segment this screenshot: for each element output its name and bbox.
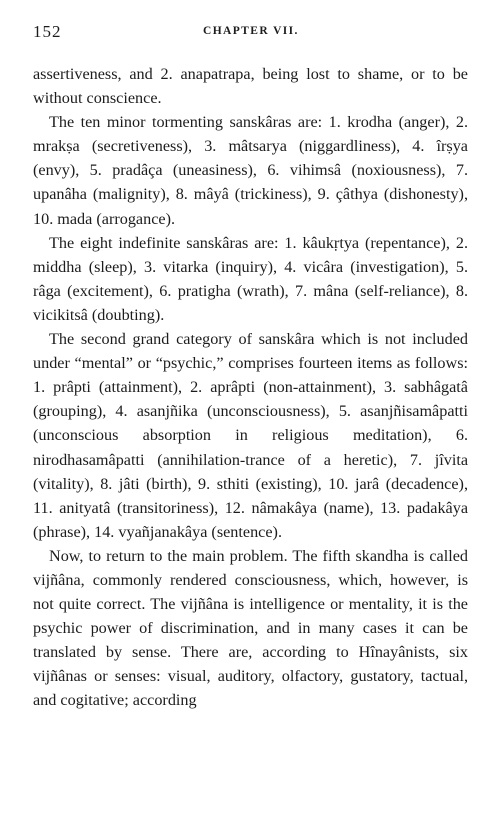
paragraph-fifth-skandha: Now, to return to the main problem. The fifth skandha is called vijñâna, commonly rendered consciousness, which, however, is not quite correct. The vijñâna is intelligence or mentality, it is the psychic power of discrimination, and in many cases it can be translated by sense. There are, according to Hînayânists, six vijñânas or senses: visual, auditory, olfactory, gustatory, tactual, and cogitative; according	[33, 546, 468, 710]
running-head	[33, 22, 468, 46]
page-number: 152	[33, 22, 62, 41]
paragraph-eight-indefinite-sanskaras: The eight indefinite sanskâras are: 1. kâukṛtya (repentance), 2. middha (sleep), 3. vitarka (inquiry), 4. vicâra (investigation), 5. râga (excitement), 6. pratigha (wrath), 7. mâna (self-reliance), 8. vicikitsâ (doubting).	[33, 233, 468, 324]
paragraph-second-grand-category: The second grand category of sanskâra which is not included under “mental” or “psychic,” comprises fourteen items as follows: 1. prâpti (attainment), 2. aprâpti (non-attainment), 3. sabhâgatâ (grouping), 4. asanjñika (unconsciousness), 5. asanjñisamâpatti (unconscious absorption in religious meditation), 6. nirodhasamâpatti (annihilation-trance of a heretic), 7. jîvita (vitality), 8. jâti (birth), 9. sthiti (existing), 10. jarâ (decadence), 11. anityatâ (transitoriness), 12. nâmakâya (name), 13. padakâya (phrase), 14. vyañjanakâya (sentence).	[33, 330, 468, 541]
paragraph-continuation: assertiveness, and 2. anapatrapa, being lost to shame, or to be without conscience.	[33, 65, 468, 108]
body-text	[33, 62, 468, 713]
chapter-title: CHAPTER VII.	[203, 25, 299, 37]
paragraph-ten-minor-sanskaras: The ten minor tormenting sanskâras are: 1. krodha (anger), 2. mrakṣa (secretiveness), 3. mâtsarya (niggardliness), 4. îrṣya (envy), 5. pradâça (uneasiness), 6. vihimsâ (noxiousness), 7. upanâha (malignity), 8. mâyâ (trickiness), 9. çâthya (dishonesty), 10. mada (arrogance).	[33, 113, 468, 228]
